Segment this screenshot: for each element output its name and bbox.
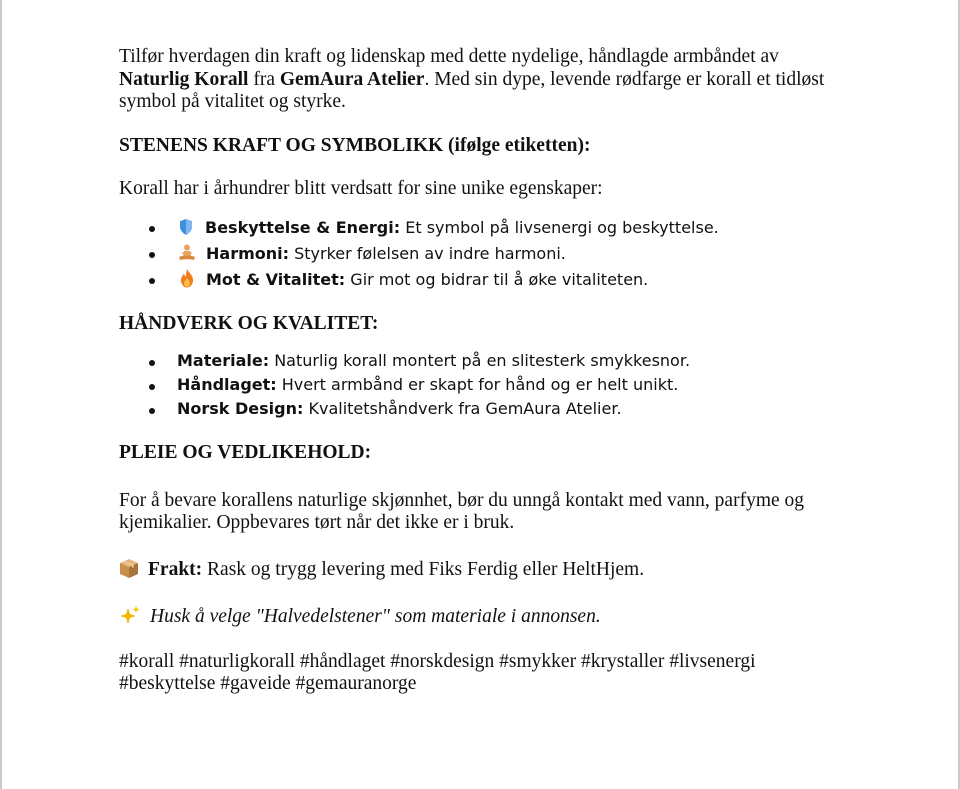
section-heading-craft: HÅNDVERK OG KVALITET: xyxy=(119,312,379,334)
list-item xyxy=(177,267,839,293)
hashtags: #korall #naturligkorall #håndlaget #norskdesign #smykker #krystaller #livsenergi #beskyttelse #gaveide #gemauranorge xyxy=(119,650,756,694)
intro-bold-product: Naturlig Korall xyxy=(119,68,249,90)
list-item xyxy=(177,373,839,397)
section-lead: Korall har i århundrer blitt verdsatt for sine unike egenskaper: xyxy=(119,178,603,199)
list-item-label: Mot & Vitalitet: xyxy=(206,269,346,289)
fire-icon xyxy=(177,269,197,288)
intro-bold-brand: GemAura Atelier xyxy=(279,68,425,90)
list-item-text: Kvalitetshåndverk fra GemAura Atelier. xyxy=(303,399,622,418)
section-heading-symbolism: STENENS KRAFT OG SYMBOLIKK (ifølge etiketten): xyxy=(119,134,591,156)
shipping-label: Frakt: xyxy=(148,558,203,580)
list-item-text: Naturlig korall montert på en slitesterk smykkesnor. xyxy=(269,351,691,370)
shipping-line xyxy=(119,559,839,582)
section-heading-care: PLEIE OG VEDLIKEHOLD: xyxy=(119,442,372,463)
symbolism-list xyxy=(119,215,839,293)
intro-text: fra xyxy=(248,68,280,90)
intro-paragraph xyxy=(119,46,839,114)
meditation-icon xyxy=(177,244,197,262)
craft-list xyxy=(119,349,839,421)
package-icon xyxy=(119,559,139,578)
sparkles-icon xyxy=(119,606,141,625)
list-item-label: Norsk Design: xyxy=(177,399,304,418)
document-content xyxy=(119,46,839,696)
list-item-label: Harmoni: xyxy=(206,243,290,263)
shipping-text: Rask og trygg levering med Fiks Ferdig eller HeltHjem. xyxy=(202,558,645,580)
list-item-text: Styrker følelsen av indre harmoni. xyxy=(289,243,566,263)
list-item xyxy=(177,349,839,373)
shield-icon xyxy=(180,219,192,235)
care-paragraph: For å bevare korallens naturlige skjønnhet, bør du unngå kontakt med vann, parfyme og kjemikalier. Oppbevares tørt når det ikke er i bruk. xyxy=(119,489,805,533)
note-text: Husk å velge "Halvedelstener" som materiale i annonsen. xyxy=(150,606,601,627)
list-item xyxy=(177,397,839,421)
note-line xyxy=(119,606,839,629)
list-item-label: Beskyttelse & Energi: xyxy=(205,217,401,237)
list-item xyxy=(177,241,839,267)
list-item-label: Materiale: xyxy=(177,351,270,370)
list-item-text: Et symbol på livsenergi og beskyttelse. xyxy=(400,217,719,237)
list-item xyxy=(177,215,839,241)
list-item-text: Gir mot og bidrar til å øke vitaliteten. xyxy=(345,269,649,289)
intro-text: Tilfør hverdagen din kraft og lidenskap med dette nydelige, håndlagde armbåndet av xyxy=(119,46,779,67)
intro-text: . Med sin dype, levende rødfarge er korall et tidløst symbol på vitalitet og styrke. xyxy=(119,68,825,112)
list-item-label: Håndlaget: xyxy=(177,375,277,394)
list-item-text: Hvert armbånd er skapt for hånd og er helt unikt. xyxy=(276,375,679,394)
